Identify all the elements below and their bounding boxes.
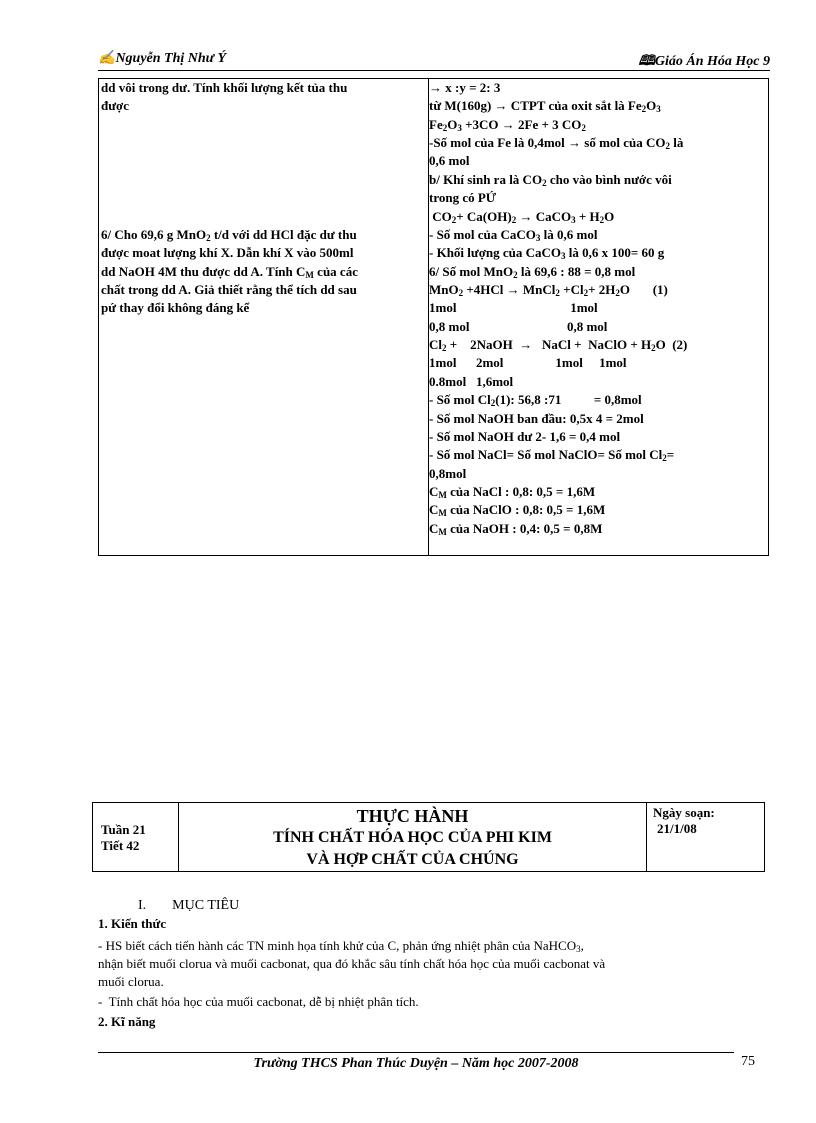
book-icon: 🕮: [638, 54, 655, 69]
date-value: 21/1/08: [657, 821, 697, 836]
right-line: 6/ Số mol MnO$_2$ là 69,6 : 88 = 0,8 mol: [429, 264, 636, 280]
right-line: 0,8 mol 0,8 mol: [429, 319, 608, 334]
author-name: Nguyễn Thị Như Ý: [115, 51, 227, 66]
lesson-week: Tuần 21: [101, 822, 146, 837]
right-line: -Số mol của Fe là 0,4mol → số mol của $CO_2$ là: [429, 135, 684, 151]
right-line: $Cl_2$ + 2NaOH → NaCl + NaClO + $H_2O$ (2): [429, 337, 688, 353]
footer-school: Trường THCS Phan Thúc Duyện – Năm học 2007-2008: [253, 1056, 579, 1071]
right-line: 0.8mol 1,6mol: [429, 374, 514, 389]
lesson-date-cell: [646, 803, 765, 871]
writing-hand-icon: ✍: [98, 51, 116, 66]
right-line: từ M(160g) → CTPT của oxit sắt là $Fe_2O_3$: [429, 98, 661, 114]
section-number: I.: [138, 898, 147, 913]
right-line: 0,6 mol: [429, 153, 470, 168]
left-line: pứ thay đổi không đáng kể: [101, 300, 250, 315]
right-line: - Số mol của CaCO$_3$ là 0,6 mol: [429, 227, 598, 243]
right-line: - Khối lượng của CaCO$_3$ là 0,6 x 100= 60 g: [429, 245, 665, 261]
right-line: 1mol 1mol: [429, 300, 598, 315]
lesson-title: [179, 803, 646, 871]
left-line: dd NaOH 4M thu được dd A. Tính $C_M$ của các: [101, 264, 358, 280]
lesson-title-line3: VÀ HỢP CHẤT CỦA CHÚNG: [306, 851, 519, 868]
left-line: chất trong dd A. Giả thiết rằng thể tích dd sau: [101, 282, 357, 297]
lesson-week-cell: [93, 803, 179, 871]
right-line: → x :y = 2: 3: [429, 80, 501, 95]
right-line: $C_M$ của NaCl : 0,8: 0,5 = 1,6M: [429, 484, 596, 500]
right-line: $CO_2+ Ca(OH)_2$ → CaCO$_3$ + $H_2O$: [429, 209, 615, 225]
left-line: được: [101, 98, 129, 113]
right-line: trong có PỨ: [429, 190, 497, 205]
footer-rule: [98, 1052, 734, 1053]
paragraph-line: - Tính chất hóa học của muối cacbonat, dễ bị nhiệt phân tích.: [98, 994, 419, 1009]
right-line: - Số mol NaOH ban đầu: 0,5x 4 = 2mol: [429, 411, 644, 426]
left-line: 6/ Cho 69,6 g MnO$_2$ t/d với dd HCl đặc dư thu: [101, 227, 357, 243]
header-title: [638, 50, 770, 74]
subheading-skills: 2. Kĩ năng: [98, 1014, 156, 1029]
lesson-title-line1: THỰC HÀNH: [356, 806, 469, 826]
header-title-text: Giáo Án Hóa Học 9: [654, 54, 770, 69]
right-line: $C_M$ của NaOH : 0,4: 0,5 = 0,8M: [429, 521, 603, 537]
lesson-title-line2: TÍNH CHẤT HÓA HỌC CỦA PHI KIM: [273, 829, 552, 846]
left-line: dd vôi trong dư. Tính khối lượng kết tủa thu: [101, 80, 348, 95]
lesson-header-table: [92, 802, 765, 872]
right-line: MnO$_2$ +4HCl → MnCl$_2$ $+Cl_2+ 2H_2O$ (1): [429, 282, 668, 298]
paragraph-line: nhận biết muối clorua và muối cacbonat, qua đó khắc sâu tính chất hóa học của muối cacbonat và: [98, 956, 606, 971]
page-number: 75: [741, 1054, 755, 1069]
right-line: - Số mol NaCl= Số mol NaClO= Số mol $Cl_2=$: [429, 447, 675, 463]
right-line: $C_M$ của NaClO : 0,8: 0,5 = 1,6M: [429, 502, 606, 518]
paragraph-line: - HS biết cách tiến hành các TN minh họa tính khử của C, phản ứng nhiệt phân của NaHCO$_3$,: [98, 938, 584, 954]
right-line: - Số mol NaOH dư 2- 1,6 = 0,4 mol: [429, 429, 621, 444]
right-line: 1mol 2mol 1mol 1mol: [429, 355, 627, 370]
date-label: Ngày soạn:: [653, 805, 715, 820]
right-line: 0,8mol: [429, 466, 467, 481]
left-line: được moat lượng khí X. Dẫn khí X vào 500ml: [101, 245, 354, 260]
header-author: [98, 50, 226, 67]
section-heading: [138, 898, 265, 914]
page-header: [98, 48, 770, 71]
right-line: - Số mol $Cl_2(1)$: 56,8 :71 = 0,8mol: [429, 392, 642, 408]
section-title: MỤC TIÊU: [172, 898, 240, 913]
lesson-period: Tiết 42: [101, 838, 140, 853]
paragraph-line: muối clorua.: [98, 974, 164, 989]
subheading-knowledge: 1. Kiến thức: [98, 916, 167, 931]
right-line: b/ Khí sinh ra là $CO_2$ cho vào bình nước vôi: [429, 172, 672, 188]
right-line: $Fe_2O_3 +3CO \to 2Fe + 3$ $CO_2$: [429, 117, 586, 133]
